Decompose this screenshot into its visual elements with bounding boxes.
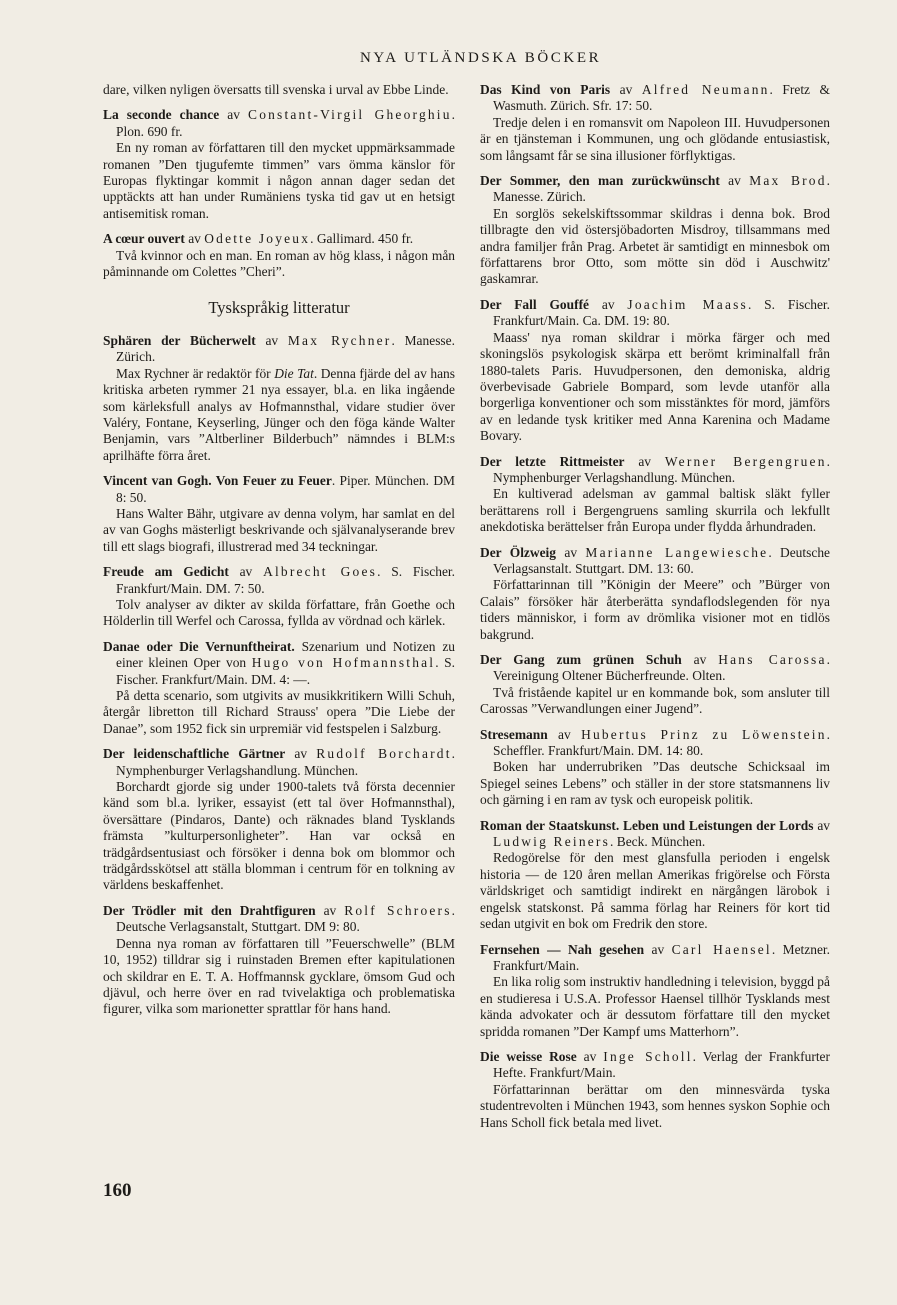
- book-entry: [103, 231, 455, 280]
- publisher-info: . Scheffler. Frankfurt/Main. DM. 14: 80.: [493, 726, 831, 759]
- book-citation: [480, 173, 830, 206]
- publisher-info: . Deutsche Verlagsanstalt. Stuttgart. DM. 13: 60.: [493, 544, 831, 576]
- book-title: Der leidenschaftliche Gärtner: [103, 746, 286, 762]
- description-part: Max Rychner är redaktör för: [116, 365, 275, 381]
- book-description: Denna nya roman av författaren till ”Feuerschwelle” (BLM 10, 1952) tilldrar sig i ruinstaden Bremen efter kapitulationen och skildrar en E. T. A. Hoffmannsk gycklare, ömsom Gud och djävul, och herre över en rad tvivelaktiga och problematiska figurer, vilka som marionetter sprattlar för hans hand.: [103, 935, 455, 1017]
- book-author: Odette Joyeux: [204, 231, 311, 247]
- publisher-info: . Plon. 690 fr.: [116, 107, 455, 139]
- book-author: Rudolf Borchardt: [316, 746, 452, 762]
- book-title: Roman der Staatskunst. Leben und Leistungen der Lords: [480, 817, 814, 833]
- book-entry: [103, 333, 455, 464]
- citation-connector: av: [693, 652, 707, 667]
- book-entry: [480, 1049, 830, 1131]
- book-author: Hans Carossa: [718, 652, 827, 667]
- book-title: Der Sommer, den man zurückwünscht: [480, 173, 720, 189]
- book-entry: [103, 903, 455, 1018]
- book-author: Albrecht Goes: [263, 564, 378, 580]
- book-description: Två kvinnor och en man. En roman av hög klass, i någon mån påminnande om Colettes ”Cheri”.: [103, 247, 455, 280]
- book-description: Hans Walter Bähr, utgivare av denna volym, har samlat en del av van Goghs mästerligt beskrivande och självanalyserande brev till ett slags biografi, illustrerad med 34 teckningar.: [103, 505, 455, 554]
- citation-connector: av: [638, 453, 652, 469]
- citation-connector: av: [188, 231, 201, 247]
- citation-connector: av: [583, 1048, 597, 1064]
- citation-connector: av: [323, 902, 337, 918]
- citation-connector: av: [564, 544, 578, 560]
- citation-connector: av: [601, 296, 615, 312]
- book-author: Hubertus Prinz zu Löwenstein: [581, 726, 827, 742]
- book-description: En lika rolig som instruktiv handledning i television, byggd på en studieresa i U.S.A. Professor Haensel tillhör Tysklands mest kända advokater och är dessutom författare till den mycket spridda romanen ”Der Kampf ums Matterhorn”.: [480, 974, 830, 1039]
- book-author: Alfred Neumann: [641, 82, 770, 97]
- book-citation: [103, 473, 455, 506]
- book-citation: [103, 746, 455, 779]
- book-author: Hugo von Hofmannsthal: [251, 655, 436, 671]
- description-part: . Denna fjärde del av hans kritiska arbeten rymmer 21 nya essayer, bl.a. en lika ingående som kärleksfull analys av Hofmannsthal, vidare studier över Valéry, Fontane, Keyserling, Jünger och den föga kände Walter Benjamin, vars ”Altberliner Bilderbuch” nämndes i BLM:s aprilhäfte förra året.: [103, 365, 456, 463]
- book-title: Danae oder Die Vernunftheirat.: [103, 638, 295, 654]
- publisher-info: . S. Fischer. Frankfurt/Main. DM. 7: 50.: [116, 564, 455, 596]
- citation-connector: av: [227, 107, 240, 123]
- citation-connector: av: [239, 564, 253, 580]
- book-description: På detta scenario, som utgivits av musikkritikern Willi Schuh, återgår libretton till Richard Strauss' opera ”Die Liebe der Danae”, som 1952 fick sin urpremiär vid festspelen i Salzburg.: [103, 688, 455, 736]
- book-description: Tolv analyser av dikter av skilda författare, från Goethe och Hölderlin till Werfel och Carossa, fyllda av vördnad och kärlek.: [103, 596, 455, 629]
- right-column: [480, 82, 830, 1140]
- citation-connector: av: [558, 726, 571, 742]
- citation-connector: av: [619, 82, 633, 97]
- page-number: 160: [103, 1180, 132, 1201]
- book-title: Fernsehen — Nah gesehen: [480, 941, 645, 957]
- book-entry: [103, 564, 455, 630]
- book-title: La seconde chance: [103, 107, 220, 123]
- book-citation: [103, 903, 455, 936]
- book-citation: [480, 818, 830, 851]
- citation-connector: Szenarium und Notizen zu einer kleinen Oper von: [116, 638, 456, 671]
- book-title: Der Fall Gouffé: [480, 296, 590, 312]
- book-entry: [103, 746, 455, 894]
- book-description: Redogörelse för den mest glansfulla perioden i engelsk historia — de 120 åren mellan Amerikas frigörelse och Första världskriget och samtidigt indirekt en närgången lärobok i engelsk statskonst. På samma förlag har Reiners för kort tid sedan utgivit en bok om Fredrik den store.: [480, 850, 830, 932]
- publisher-info: . Fretz & Wasmuth. Zürich. Sfr. 17: 50.: [493, 82, 831, 114]
- publisher-info: . Deutsche Verlagsanstalt, Stuttgart. DM 9: 80.: [116, 902, 455, 935]
- book-citation: [480, 1049, 830, 1082]
- book-author: Marianne Langewiesche: [585, 544, 769, 560]
- book-citation: [480, 942, 830, 975]
- book-title: Die weisse Rose: [480, 1048, 577, 1064]
- publisher-info: . Manesse. Zürich.: [116, 332, 455, 365]
- book-description: En sorglös sekelskiftssommar skildras i denna bok. Brod tillbragte den vid östersjöbadorten Misdroy, tillsammans med andra familjer från Prag. Arbetet är samtidigt en minnesbok om författarens bror Otto, som mötte sin död i Auschwitz' gaskamrar.: [480, 205, 830, 287]
- book-author: Max Brod: [749, 173, 827, 189]
- book-entry: [103, 639, 455, 737]
- publisher-info: . Piper. München. DM 8: 50.: [116, 473, 456, 505]
- book-title: A cœur ouvert: [103, 231, 185, 247]
- book-description: Författarinnan till ”Königin der Meere” och ”Bürger von Calais” försöker här återberätta syndaflodslegenden för nya tiders människor, i form av drömlika visioner mot en tidlös bakgrund.: [480, 577, 830, 642]
- book-description: Tredje delen i en romansvit om Napoleon III. Huvudpersonen är en tjänsteman i Kommunen, ung och glödande entusiastisk, som långsamt får se sina illusioner förflyktigas.: [480, 114, 830, 163]
- book-citation: [103, 333, 455, 366]
- publisher-info: . Gallimard. 450 fr.: [310, 231, 414, 247]
- publisher-info: . Beck. München.: [610, 834, 706, 850]
- book-entry: [480, 942, 830, 1040]
- publisher-info: . Manesse. Zürich.: [493, 173, 830, 205]
- book-entry: [103, 473, 455, 555]
- book-title: Stresemann: [480, 726, 548, 742]
- book-citation: [103, 107, 455, 140]
- publisher-info: . Verlag der Frankfurter Hefte. Frankfurt/Main.: [493, 1048, 830, 1081]
- publisher-info: . Vereinigung Oltener Bücherfreunde. Olten.: [493, 652, 831, 684]
- book-citation: [480, 652, 830, 685]
- book-citation: [103, 231, 455, 247]
- book-entry: [480, 652, 830, 718]
- book-author: Ludwig Reiners: [493, 834, 611, 850]
- book-title: Der Trödler mit den Drahtfiguren: [103, 902, 316, 918]
- book-title: Das Kind von Paris: [480, 82, 611, 97]
- book-description: En ny roman av författaren till den mycket uppmärksammade romanen ”Den tjugufemte timmen” vars ömma känslor för Europas flyktingar kommit i någon annan dager sedan det upptäckts att han under Rumäniens tyska tid gav ut en hetsigt antisemitisk roman.: [103, 140, 455, 221]
- book-title: Der Gang zum grünen Schuh: [480, 652, 682, 667]
- publisher-info: . S. Fischer. Frankfurt/Main. DM. 4: —.: [116, 655, 455, 687]
- publisher-info: . S. Fischer. Frankfurt/Main. Ca. DM. 19: 80.: [493, 296, 831, 329]
- running-header: NYA UTLÄNDSKA BÖCKER: [360, 50, 602, 66]
- book-citation: [480, 545, 830, 578]
- book-author: Werner Bergengruen: [664, 453, 827, 469]
- book-citation: [480, 82, 830, 115]
- book-description: Två fristående kapitel ur en kommande bok, som ansluter till Carossas ”Verwandlungen einer Jugend”.: [480, 684, 830, 717]
- description-part: Die Tat: [274, 365, 314, 381]
- citation-connector: av: [728, 173, 741, 189]
- citation-connector: av: [265, 332, 279, 348]
- book-description: Maass' nya roman skildrar i mörka färger och med skoningslös psykologisk skärpa ett berömt kriminalfall från 1880-talets Paris. Huvudpersonen, den demoniska, aldrig överbevisade Gabriele Bompard, som levde utanför alla borgerliga konventioner och som misstänktes för mord, jämförs av en ledande tysk kritiker med Anna Karenina och Madame Bovary.: [480, 329, 830, 444]
- citation-connector: av: [817, 817, 831, 833]
- book-citation: [480, 727, 830, 760]
- book-description: [103, 366, 455, 464]
- book-title: Freude am Gedicht: [103, 564, 229, 580]
- book-entry: [480, 727, 830, 809]
- book-author: Constant-Virgil Gheorghiu: [248, 107, 452, 123]
- book-author: Rolf Schroers: [344, 902, 452, 918]
- book-entry: [103, 107, 455, 222]
- book-citation: [480, 454, 830, 487]
- book-entry: [480, 297, 830, 445]
- book-author: Carl Haensel: [671, 941, 772, 957]
- book-citation: [103, 639, 455, 688]
- book-description: En kultiverad adelsman av gammal baltisk släkt fyller berättarens roll i Bergengruens samling skurrila och lekfullt anekdotiska berättelser från Europa under flydda århundraden.: [480, 486, 830, 535]
- book-author: Max Rychner: [287, 332, 392, 348]
- publisher-info: . Nymphenburger Verlagshandlung. München.: [116, 746, 456, 778]
- book-title: Der letzte Rittmeister: [480, 453, 625, 469]
- book-entry: [480, 818, 830, 933]
- book-description: Boken har underrubriken ”Das deutsche Schicksaal im Spiegel seines Lebens” och ställer in der store statsmannens liv och gärning i en ram av tysk och europeisk politik.: [480, 759, 830, 808]
- book-entry: [480, 545, 830, 643]
- book-entry: [480, 82, 830, 164]
- book-citation: [103, 564, 455, 597]
- publisher-info: . Metzner. Frankfurt/Main.: [493, 941, 831, 973]
- book-title: Sphären der Bücherwelt: [103, 332, 256, 348]
- book-description: Författarinnan berättar om den minnesvärda tyska studentrevolten i München 1943, som hennes syskon Sophie och Hans Scholl fick betala med livet.: [480, 1081, 830, 1130]
- left-column: [103, 82, 455, 1027]
- book-title: Der Ölzweig: [480, 544, 557, 560]
- book-author: Inge Scholl: [603, 1048, 693, 1064]
- continued-text: dare, vilken nyligen översatts till svenska i urval av Ebbe Linde.: [103, 82, 449, 97]
- section-heading: Tyskspråkig litteratur: [208, 298, 350, 318]
- book-description: Borchardt gjorde sig under 1900-talets två första decennier känd som bl.a. lyriker, essayist (ett tal över Hofmannsthal), översättare (Pindaros, Dante) och räknades bland Tysklands främsta ”kulturpersonligheter”. Han var också en trädgårdsentusiast och försöker i denna bok om blommor och trädgårdsskötsel att ställa blomman i centrum för en tolkning av världens beskaffenhet.: [103, 779, 455, 893]
- citation-connector: av: [294, 746, 308, 762]
- book-entry: [103, 82, 455, 98]
- book-entry: [480, 173, 830, 288]
- book-title: Vincent van Gogh. Von Feuer zu Feuer: [103, 473, 332, 489]
- book-author: Joachim Maass: [627, 296, 748, 312]
- citation-connector: av: [651, 941, 665, 957]
- book-entry: [480, 454, 830, 536]
- book-citation: [480, 297, 830, 330]
- publisher-info: . Nymphenburger Verlagshandlung. München.: [493, 453, 830, 485]
